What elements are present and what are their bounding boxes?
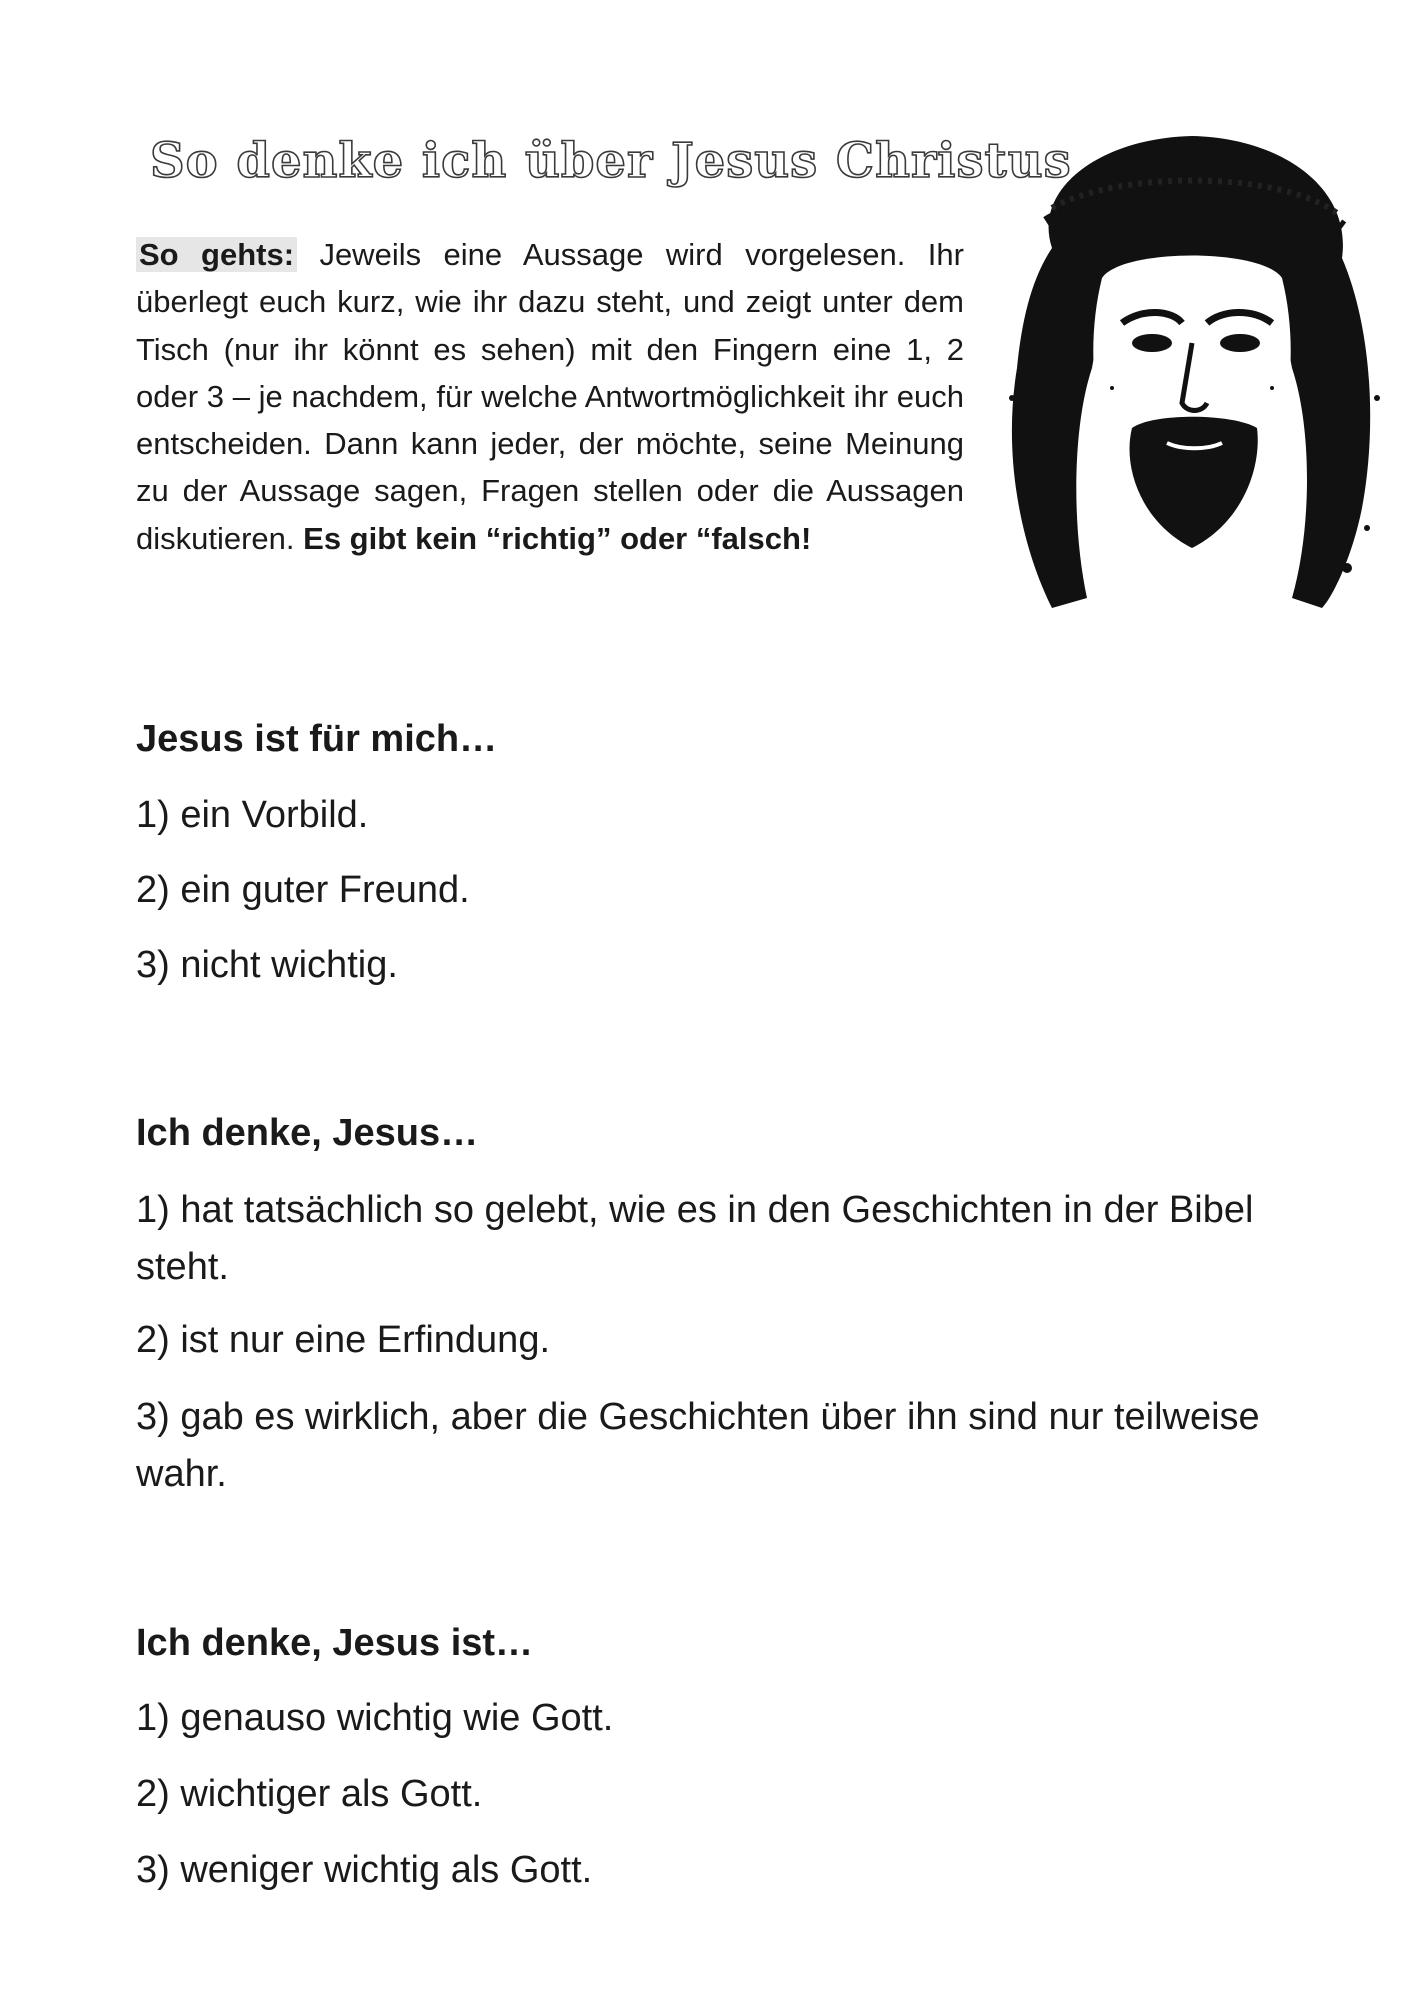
answer-option: 1) ein Vorbild. bbox=[136, 794, 369, 836]
answer-option: 2) ein guter Freund. bbox=[136, 869, 470, 911]
answer-option: 3) weniger wichtig als Gott. bbox=[136, 1849, 593, 1891]
answer-option: 1) genauso wichtig wie Gott. bbox=[136, 1697, 614, 1739]
instructions-text: Jeweils eine Aussage wird vorgelesen. Ihr überlegt euch kurz, wie ihr dazu steht, und zeigt unter dem Tisch (nur ihr könnt es sehen) mit den Fingern eine 1, 2 oder 3 – je nachdem, für welche Antwortmöglichkeit ihr euch entscheiden. Dann kann jeder, der möchte, seine Meinung zu der Aussage sagen, Fragen stellen oder die Aussagen diskutieren. bbox=[136, 237, 964, 556]
answer-option: 2) wichtiger als Gott. bbox=[136, 1773, 483, 1815]
question-heading: Ich denke, Jesus ist… bbox=[136, 1622, 534, 1664]
instructions-emphasis: Es gibt kein “richtig” oder “falsch! bbox=[303, 520, 812, 556]
answer-option: 3) gab es wirklich, aber die Geschichten über ihn sind nur teilweise wahr. bbox=[136, 1396, 1260, 1495]
answer-option: 3) nicht wichtig. bbox=[136, 944, 398, 986]
answer-option: 2) ist nur eine Erfindung. bbox=[136, 1319, 551, 1361]
answer-option: 1) hat tatsächlich so gelebt, wie es in den Geschichten in der Bibel steht. bbox=[136, 1189, 1254, 1288]
instructions-paragraph bbox=[136, 231, 964, 562]
question-heading: Jesus ist für mich… bbox=[136, 718, 498, 760]
question-heading: Ich denke, Jesus… bbox=[136, 1112, 479, 1154]
instructions-lead: So gehts: bbox=[136, 237, 297, 272]
jesus-portrait-icon bbox=[992, 128, 1392, 613]
page-title: So denke ich über Jesus Christus bbox=[150, 133, 1072, 189]
